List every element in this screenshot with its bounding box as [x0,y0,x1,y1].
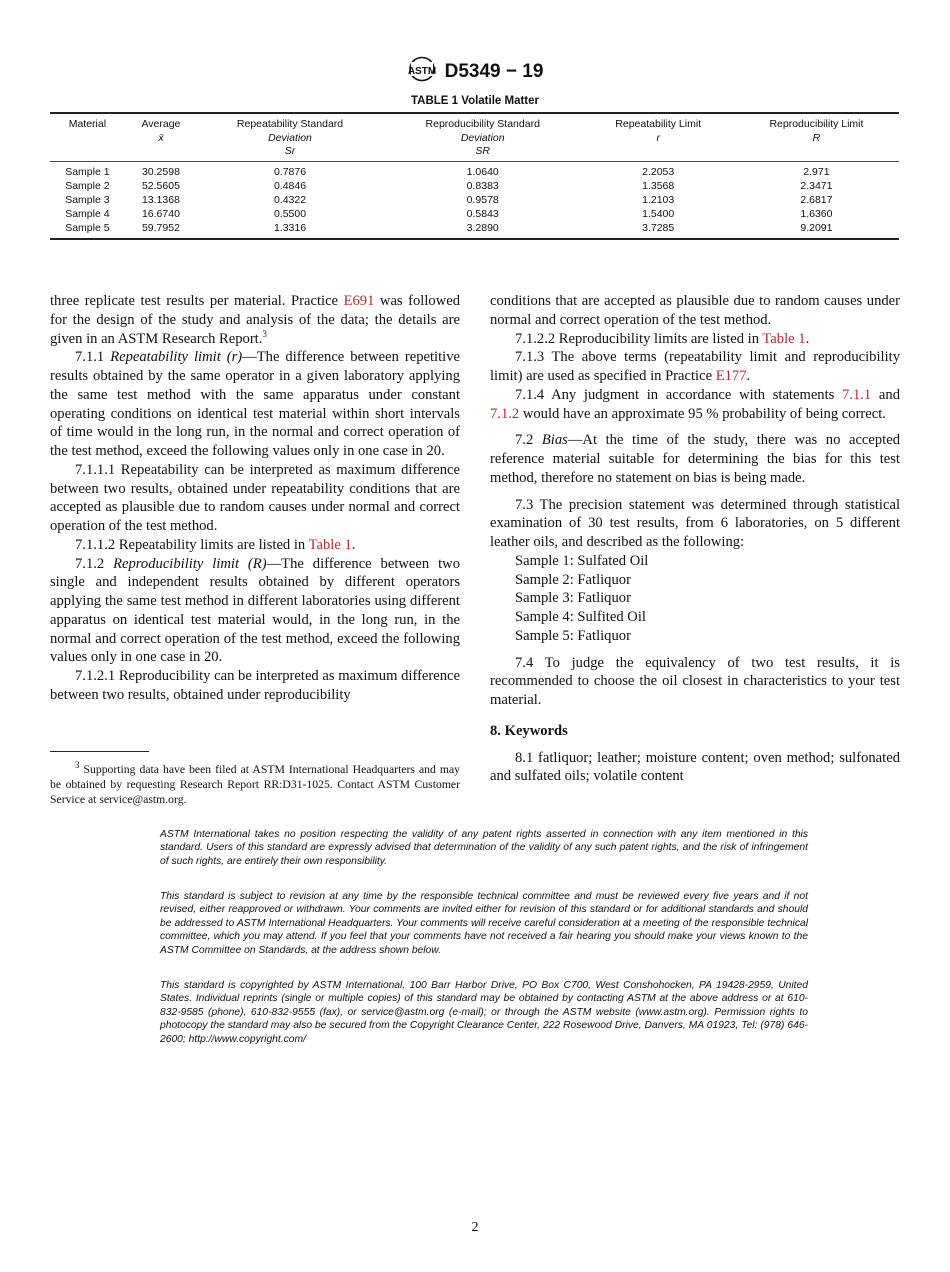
svg-text:ASTM: ASTM [407,66,436,77]
column-header-line [52,145,123,159]
patent-notice: ASTM International takes no position respecting the validity of any patent rights asserted in connection with any item mentioned in this standard. Users of this standard are expressly advised that determination of the validity of any such patent rights, and the risk of infringement of such rights, are entirely their own responsibility. [160,829,808,867]
column-header-line: Sr [284,145,296,157]
text: —At the time of the study, there was no accepted reference material suitable for determining the bias for this test method, therefore no statement on bias is being made. [490,432,901,486]
paragraph [490,571,900,590]
text: Sample 4: Sulfited Oil [515,609,646,625]
text: conditions that are accepted as plausible due to random causes under normal and correct operation of the test method. [490,293,900,328]
table-cell: 2.3471 [800,179,833,192]
table-row [50,221,899,239]
column-header-line: r [656,131,660,144]
column-header-line: Deviation [460,131,505,144]
keywords-text: 8.1 fatliquor; leather; moisture content; oven method; sulfonated and sulfated oils; volatile content [490,749,900,785]
table-cell: 1.3568 [642,179,675,192]
reference-link[interactable]: 7.1.1 [842,386,872,403]
table-row [50,207,899,221]
table-cell: 1.0640 [466,165,499,178]
text: 7.1.1.1 Repeatability can be interpreted as maximum difference between two results, obtained under repeatability conditions that are accepted as plausible due to random causes under normal and correct operation of the test method. [50,461,460,534]
text: —The difference between repetitive results obtained by the same operator in a given laboratory applying the same test method with the same apparatus under constant operating conditions on identical test material within short intervals of time would in the long run, in the normal and correct operation of the test method, exceed the following values only in one case in 20. [50,349,460,459]
column-header-line: Repeatability Limit [615,118,702,130]
text: 7.1.2 [75,555,114,572]
column-header-line: Reproducibility Limit [769,118,864,130]
paragraph [490,496,900,552]
footnote-divider [50,751,149,752]
text: three replicate test results per material. Practice [50,293,344,309]
column-header-line: Reproducibility Standard [425,118,540,130]
column-header-line: Average [141,118,181,130]
table-cell: 0.9578 [466,193,499,206]
table-cell: 0.7876 [273,165,307,178]
table-cell: 59.7952 [141,221,180,234]
column-header-line [585,145,732,159]
footnote-ref: 3 [262,328,267,339]
column-header-line: Deviation [268,131,312,144]
text: Sample 3: Fatliquor [515,590,631,607]
text: and [871,386,900,403]
text: 7.3 The precision statement was determined through statistical examination of 30 test results, from 6 laboratories, on 5 different leather oils, and described as the following: [490,496,900,550]
footnote-text: Supporting data have been filed at ASTM International Headquarters and may be obtained by requesting Research Report RR:D31-1025. Contact ASTM Customer Service at service@astm.org. [50,763,460,806]
paragraph [490,552,900,571]
table-cell: 1.2103 [642,193,675,206]
reference-link[interactable]: Table 1 [308,536,352,553]
column-header-line: R [812,131,821,144]
text: Sample 2: Fatliquor [515,571,631,588]
text: 7.4 To judge the equivalency of two test results, it is recommended to choose the oil closest in characteristics to your test material. [490,654,900,708]
section-heading: 8. Keywords [490,722,568,739]
column-header [50,113,125,161]
column-header-line [127,145,195,159]
paragraph [50,667,460,705]
table-cell: 3.7285 [642,221,675,234]
paragraph [50,461,460,536]
paragraph [490,330,900,349]
paragraph [50,555,460,668]
copyright-notice: This standard is copyrighted by ASTM International, 100 Barr Harbor Drive, PO Box C700, West Conshohocken, PA 19428-2959, United States. Individual reprints (single or multiple copies) of this standard may be obtained by contacting ASTM at the above address or at 610-832-9585 (phone), 610-832-9555 (fax), or service@astm.org (e-mail); or through the ASTM website (www.astm.org). Permission rights to photocopy the standard may also be secured from the Copyright Clearance Center, 222 Rosewood Drive, Danvers, MA 01923, Tel: (978) 646-2600; http://www.copyright.com/ [160,980,808,1045]
page-number: 2 [471,1220,479,1235]
column-header-line: Material [68,118,107,130]
table-cell: Sample 4 [65,207,110,220]
text: 7.2 [515,432,542,449]
table-cell: 13.1368 [141,193,180,206]
text: 7.1.2.1 Reproducibility can be interpreted as maximum difference between two results, obtained under reproducibility [50,668,460,703]
text: 7.1.4 Any judgment in accordance with statements [515,386,843,403]
table-cell: 52.5605 [141,179,180,192]
table-cell: 1.5400 [642,207,675,220]
paragraph [50,536,460,555]
text: would have an approximate 95 % probability of being correct. [519,405,886,422]
term: Bias [541,432,568,449]
text: . [805,330,810,347]
column-header [125,113,197,161]
text: Sample 1: Sulfated Oil [515,552,649,569]
column-header [734,113,899,161]
revision-notice: This standard is subject to revision at any time by the responsible technical committee and must be reviewed every five years and if not revised, either reapproved or withdrawn. Your comments are invited either for revision of this standard or for additional standards and should be addressed to ASTM International Headquarters. Your comments will receive careful consideration at a meeting of the responsible technical committee, which you may attend. If you feel that your comments have not received a fair hearing you should make your views known to the ASTM Committee on Standards, at the address shown below. [160,891,808,956]
table-cell: 1.6360 [800,207,833,220]
paragraph [490,386,900,424]
table-cell: 0.8383 [466,179,499,192]
table-cell: Sample 1 [65,165,110,178]
table-cell: 2.6817 [800,193,833,206]
table-caption: TABLE 1 Volatile Matter [410,95,539,107]
column-header-line: x̄ [158,131,164,144]
footnote-mark: 3 [75,760,80,771]
table-cell: 16.6740 [141,207,180,220]
paragraph [490,654,900,710]
term: Reproducibility limit (R) [113,555,267,572]
paragraph [490,431,900,487]
table-cell: 9.2091 [800,221,833,234]
text: —The difference between two single and independent results obtained by different operators applying the same test method in different laboratories using different apparatus on identical test material would, in the long run, in the normal and correct operation of the test method, exceed the following values only in one case in 20. [50,555,460,666]
column-header-line: Repeatability Standard [236,118,344,130]
paragraph [490,292,900,330]
table-cell: 3.2890 [466,221,499,234]
right-column [490,292,900,786]
paragraph [490,608,900,627]
reference-link[interactable]: E177 [715,368,747,384]
column-header-line [52,132,123,146]
text: was followed for the design of the study and analysis of the data; the details are given in an ASTM Research Report. [50,293,461,347]
volatile-matter-table [50,112,899,240]
column-header [197,113,383,161]
table-cell: 0.4322 [273,193,307,206]
reference-link[interactable]: E691 [343,293,375,309]
text: . [351,536,356,553]
term: Repeatability limit (r) [110,349,243,366]
table-cell: 2.2053 [642,165,675,178]
text: 7.1.3 The above terms (repeatability limit and reproducibility limit) are used as specified in Practice [490,349,900,384]
paragraph [490,348,900,386]
text: . [746,368,751,384]
table-cell: 2.971 [803,165,830,178]
table-cell: 0.5843 [466,207,499,220]
table-cell: 0.5500 [273,207,307,220]
column-header [583,113,734,161]
table-row [50,179,899,193]
table-row [50,193,899,207]
left-column [50,292,460,705]
page-header [0,56,950,83]
reference-link[interactable]: Table 1 [762,330,806,347]
astm-logo-icon [407,56,437,82]
designation: D5349 − 19 [444,61,544,82]
text: Sample 5: Fatliquor [515,627,631,644]
footnote [50,762,460,807]
paragraph [490,627,900,646]
table-cell: Sample 3 [65,193,110,206]
paragraph [50,348,460,461]
text: 7.1.1.2 Repeatability limits are listed in [75,536,309,553]
table-cell: 1.3316 [273,221,307,234]
table-cell: 30.2598 [141,165,180,178]
column-header-line: SR [475,145,491,157]
paragraph [490,589,900,608]
text: 7.1.1 [75,349,111,366]
table-cell: Sample 2 [65,179,110,192]
column-header [383,113,583,161]
table-cell: Sample 5 [65,221,110,234]
table-row [50,161,899,179]
text: 7.1.2.2 Reproducibility limits are listed in [515,330,763,347]
table-cell: 0.4846 [273,179,307,192]
reference-link[interactable]: 7.1.2 [490,405,520,422]
paragraph [50,292,460,348]
column-header-line [736,145,897,159]
